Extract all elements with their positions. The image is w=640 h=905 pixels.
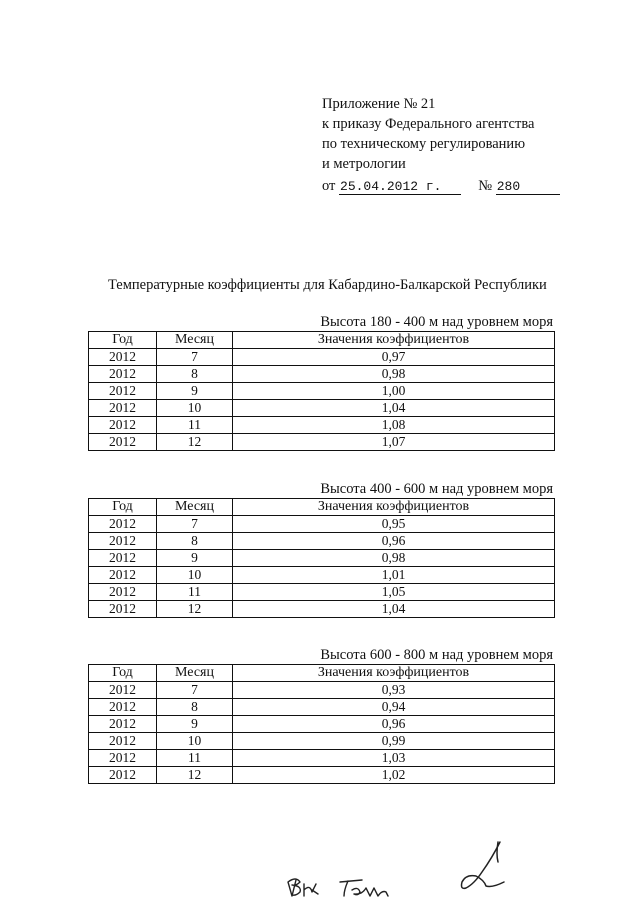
month-cell: 10	[157, 567, 233, 584]
table-row	[89, 366, 555, 383]
year-cell: 2012	[89, 349, 157, 366]
table-row	[89, 434, 555, 451]
coefficient-cell: 0,98	[233, 366, 555, 383]
coefficient-cell: 1,04	[233, 400, 555, 417]
coefficient-cell: 1,05	[233, 584, 555, 601]
month-cell: 9	[157, 550, 233, 567]
table-row	[89, 417, 555, 434]
year-cell: 2012	[89, 383, 157, 400]
month-cell: 11	[157, 417, 233, 434]
year-cell: 2012	[89, 400, 157, 417]
coefficient-table	[88, 664, 555, 784]
coefficient-cell: 1,01	[233, 567, 555, 584]
coefficient-cell: 1,04	[233, 601, 555, 618]
table-row	[89, 767, 555, 784]
coefficient-table	[88, 331, 555, 451]
coefficient-cell: 0,99	[233, 733, 555, 750]
month-cell: 9	[157, 383, 233, 400]
table-row	[89, 550, 555, 567]
year-cell: 2012	[89, 584, 157, 601]
table-row	[89, 349, 555, 366]
coefficient-cell: 1,00	[233, 383, 555, 400]
column-header-coefficient: Значения коэффициентов	[233, 665, 555, 682]
table-row	[89, 699, 555, 716]
table-row	[89, 750, 555, 767]
coefficient-cell: 0,96	[233, 533, 555, 550]
appendix-header	[322, 94, 560, 196]
year-cell: 2012	[89, 417, 157, 434]
column-header-month: Месяц	[157, 332, 233, 349]
coefficient-table-block	[88, 646, 554, 784]
coefficient-cell: 0,98	[233, 550, 555, 567]
month-cell: 7	[157, 349, 233, 366]
coefficient-cell: 0,96	[233, 716, 555, 733]
order-reference-line: по техническому регулированию	[322, 136, 526, 152]
column-header-coefficient: Значения коэффициентов	[233, 499, 555, 516]
table-row	[89, 716, 555, 733]
month-cell: 11	[157, 584, 233, 601]
table-row	[89, 567, 555, 584]
table-row	[89, 733, 555, 750]
order-reference-line: и метрологии	[322, 156, 406, 172]
column-header-month: Месяц	[157, 665, 233, 682]
order-date: 25.04.2012 г.	[339, 179, 461, 195]
signature-icon	[452, 838, 522, 896]
coefficient-cell: 0,93	[233, 682, 555, 699]
month-cell: 7	[157, 516, 233, 533]
year-cell: 2012	[89, 733, 157, 750]
column-header-coefficient: Значения коэффициентов	[233, 332, 555, 349]
table-row	[89, 601, 555, 618]
month-cell: 7	[157, 682, 233, 699]
year-cell: 2012	[89, 767, 157, 784]
coefficient-cell: 0,94	[233, 699, 555, 716]
month-cell: 12	[157, 601, 233, 618]
table-row	[89, 533, 555, 550]
column-header-year: Год	[89, 499, 157, 516]
table-row	[89, 516, 555, 533]
coefficient-cell: 0,95	[233, 516, 555, 533]
order-reference-line: к приказу Федерального агентства	[322, 116, 535, 132]
table-row	[89, 584, 555, 601]
table-header-row	[89, 332, 555, 349]
coefficient-table-block	[88, 313, 554, 451]
altitude-caption: Высота 600 - 800 м над уровнем моря	[320, 647, 553, 663]
table-header-row	[89, 665, 555, 682]
handwritten-annotation	[282, 868, 432, 904]
month-cell: 12	[157, 434, 233, 451]
month-cell: 8	[157, 533, 233, 550]
coefficient-cell: 1,03	[233, 750, 555, 767]
year-cell: 2012	[89, 699, 157, 716]
year-cell: 2012	[89, 750, 157, 767]
order-date-line	[322, 176, 560, 196]
month-cell: 10	[157, 733, 233, 750]
coefficient-cell: 1,08	[233, 417, 555, 434]
column-header-year: Год	[89, 332, 157, 349]
altitude-caption: Высота 400 - 600 м над уровнем моря	[320, 481, 553, 497]
document-title: Температурные коэффициенты для Кабардино-Балкарской Республики	[108, 277, 547, 293]
year-cell: 2012	[89, 567, 157, 584]
column-header-month: Месяц	[157, 499, 233, 516]
order-number: 280	[496, 179, 560, 195]
number-label: №	[478, 178, 493, 194]
year-cell: 2012	[89, 601, 157, 618]
date-prefix: от	[322, 178, 336, 194]
year-cell: 2012	[89, 682, 157, 699]
month-cell: 9	[157, 716, 233, 733]
year-cell: 2012	[89, 516, 157, 533]
coefficient-table	[88, 498, 555, 618]
year-cell: 2012	[89, 533, 157, 550]
appendix-number: Приложение № 21	[322, 96, 436, 112]
table-row	[89, 383, 555, 400]
month-cell: 11	[157, 750, 233, 767]
year-cell: 2012	[89, 366, 157, 383]
coefficient-cell: 1,02	[233, 767, 555, 784]
table-row	[89, 682, 555, 699]
table-header-row	[89, 499, 555, 516]
coefficient-cell: 1,07	[233, 434, 555, 451]
table-row	[89, 400, 555, 417]
year-cell: 2012	[89, 434, 157, 451]
month-cell: 12	[157, 767, 233, 784]
coefficient-table-block	[88, 480, 554, 618]
month-cell: 8	[157, 366, 233, 383]
altitude-caption: Высота 180 - 400 м над уровнем моря	[320, 314, 553, 330]
year-cell: 2012	[89, 550, 157, 567]
year-cell: 2012	[89, 716, 157, 733]
column-header-year: Год	[89, 665, 157, 682]
month-cell: 10	[157, 400, 233, 417]
month-cell: 8	[157, 699, 233, 716]
coefficient-cell: 0,97	[233, 349, 555, 366]
